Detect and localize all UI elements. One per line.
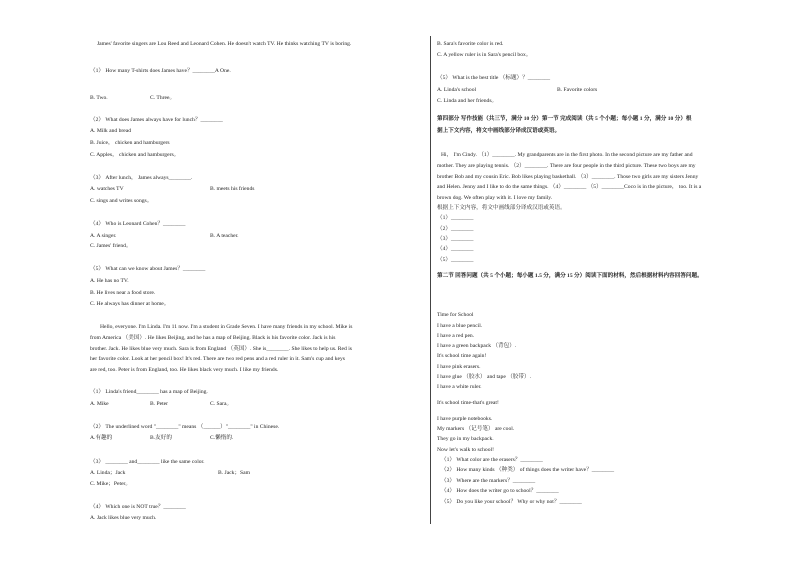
option: B.友好的 — [150, 435, 172, 441]
poem-line: I have a white ruler. — [437, 384, 482, 390]
option: C. sings and writes songs。 — [90, 198, 153, 204]
poem-line: It's school time again! — [437, 353, 487, 359]
option: C. Linda and her friends。 — [437, 98, 498, 104]
section-heading: 据上下文内容，将文中画线部分译成汉语或英语。 — [437, 128, 561, 134]
option: B. Two. — [90, 95, 108, 101]
passage-question-4: （4） Which one is NOT true？________ — [90, 504, 186, 510]
poem-line: I have pink erasers. — [437, 364, 481, 370]
option: B. Peter — [150, 401, 169, 407]
reading-question: （2） How many kinds （种类） of things does the writer have？________ — [441, 467, 615, 473]
column-divider — [430, 36, 431, 524]
option: B. Jack；Sam — [218, 470, 251, 476]
option: C. Mike；Peter。 — [90, 481, 132, 487]
passage-line: from America （美国）. He likes Beijing, and he has a map of Beijing. Black is his favorite color. Jack is his — [90, 335, 336, 341]
option: C. Apples， chicken and hamburgers。 — [90, 152, 180, 158]
passage-line: Hello, everyone. I'm Linda. I'm 11 now. I'm a student in Grade Seven. I have many friends in my school. Mike is — [100, 324, 353, 330]
letter-line: brown dog. We often play with it. I love my family. — [437, 195, 553, 201]
answer-line: （1）________ — [437, 215, 474, 221]
letter-line: and Helen. Jenny and I like to do the same things. （4）________ （5）________Coco is in the picture， too. It is a — [437, 184, 702, 190]
poem-title: Time for School — [437, 312, 474, 318]
option: A. A singer. — [90, 233, 117, 239]
reading-question: （1） What color are the erasers？________ — [441, 457, 543, 463]
poem-line: I have a blue pencil. — [437, 323, 483, 329]
question-2: （2） What does James always have for lunch？________ — [90, 117, 223, 123]
option: B. A teacher. — [210, 233, 239, 239]
question-4: （4） Who is Leonard Cohen？________ — [90, 221, 186, 227]
option: A. He has no TV. — [90, 278, 129, 284]
option: A.有趣的 — [90, 435, 113, 441]
passage-line: her favorite color. Look at her pencil box! It's red. There are two red pens and a red ruler in it. Sam's cup and keys — [90, 356, 345, 362]
passage-question-5: （5） What is the best title （标题）？________ — [437, 75, 551, 81]
option: C. He always has dinner at home。 — [90, 301, 170, 307]
intro-text: James' favorite singers are Lou Reed and Leonard Cohen. He doesn't watch TV. He thinks watching TV is boring. — [97, 41, 352, 47]
poem-line: I have purple notebooks. — [437, 416, 493, 422]
option: B. He lives near a food store. — [90, 290, 156, 296]
poem-line: I have a green backpack （背包）. — [437, 343, 517, 349]
option: A. watches TV — [90, 186, 124, 192]
option: C. Three。 — [150, 95, 176, 101]
question-5: （5） What can we know about James？________ — [90, 266, 206, 272]
letter-line: mother. They are playing tennis. （2）________. There are four people in the third picture. These two boys are my — [437, 163, 696, 169]
poem-line: I have glue （胶水） and tape （胶带）. — [437, 374, 531, 380]
option: C. Sara。 — [210, 401, 233, 407]
option: A. Mike — [90, 401, 109, 407]
poem-line: My markers （记号笔） are cool. — [437, 426, 515, 432]
option: B. meets his friends — [210, 186, 255, 192]
option: A. Milk and bread — [90, 128, 132, 134]
option: C.懒惰的. — [210, 435, 234, 441]
reading-question: （5） Do you like your school？ Why or why not？________ — [441, 499, 582, 505]
letter-line: brother Bob and my cousin Eric. Bob likes playing basketball. （3）________. Those two girls are my sisters Jenny — [437, 174, 699, 180]
option: B. Sara's favorite color is red. — [437, 41, 504, 47]
poem-line: It's school time-that's great! — [437, 400, 499, 406]
option: B. Favorite colors — [557, 87, 598, 93]
question-1: （1） How many T-shirts does James have？________A One. — [90, 68, 231, 74]
section-heading: 第二节 回答问题（共 5 个小题；每小题 1.5 分，满分 15 分）阅读下面的材料，然后根据材料内容回答问题。 — [437, 273, 703, 279]
question-3: （3） After lunch， James always________. — [90, 175, 193, 181]
poem-line: They go in my backpack. — [437, 436, 494, 442]
passage-question-2: （2） The underlined word "________" means （______）"________" in Chinese. — [90, 424, 280, 430]
option: C. James' friend。 — [90, 243, 132, 249]
letter-line: Hi， I'm Cindy. （1）________. My grandparents are in the first photo. In the second picture are my father and — [441, 152, 693, 158]
answer-line: （4）________ — [437, 246, 474, 252]
passage-line: are red, too. Peter is from England, too. He likes black very much. I like my friends. — [90, 367, 279, 373]
passage-question-1: （1） Linda's friend________ has a map of Beijing. — [90, 389, 208, 395]
poem-line: I have a red pen. — [437, 333, 475, 339]
passage-line: brother. Jack. He likes blue very much. Sara is from England （英国）. She is________. She likes to help us. Red is — [90, 346, 352, 352]
option: C. A yellow ruler is in Sara's pencil box。 — [437, 52, 532, 58]
section-heading: 第四部分 写作技能（共三节，满分 10 分）第一节 完成阅读（共 5 个小题；每小题 1 分，满分 10 分）根 — [437, 116, 692, 122]
option: B. Juice， chicken and hamburgers — [90, 140, 170, 146]
passage-question-3: （3） ________ and________ like the same color. — [90, 459, 205, 465]
reading-question: （4） How does the writer go to school？________ — [441, 488, 559, 494]
poem-line: Now let's walk to school! — [437, 447, 494, 453]
answer-line: （5）________ — [437, 257, 474, 263]
letter-note: 根据上下文内容，将文中画线部分译成汉语或英语。 — [437, 205, 566, 211]
answer-line: （3）________ — [437, 236, 474, 242]
option: A. Linda；Jack — [90, 470, 126, 476]
option: A. Linda's school — [437, 87, 477, 93]
option: A. Jack likes blue very much. — [90, 515, 157, 521]
reading-question: （3） Where are the markers？________ — [441, 478, 536, 484]
answer-line: （2）________ — [437, 226, 474, 232]
